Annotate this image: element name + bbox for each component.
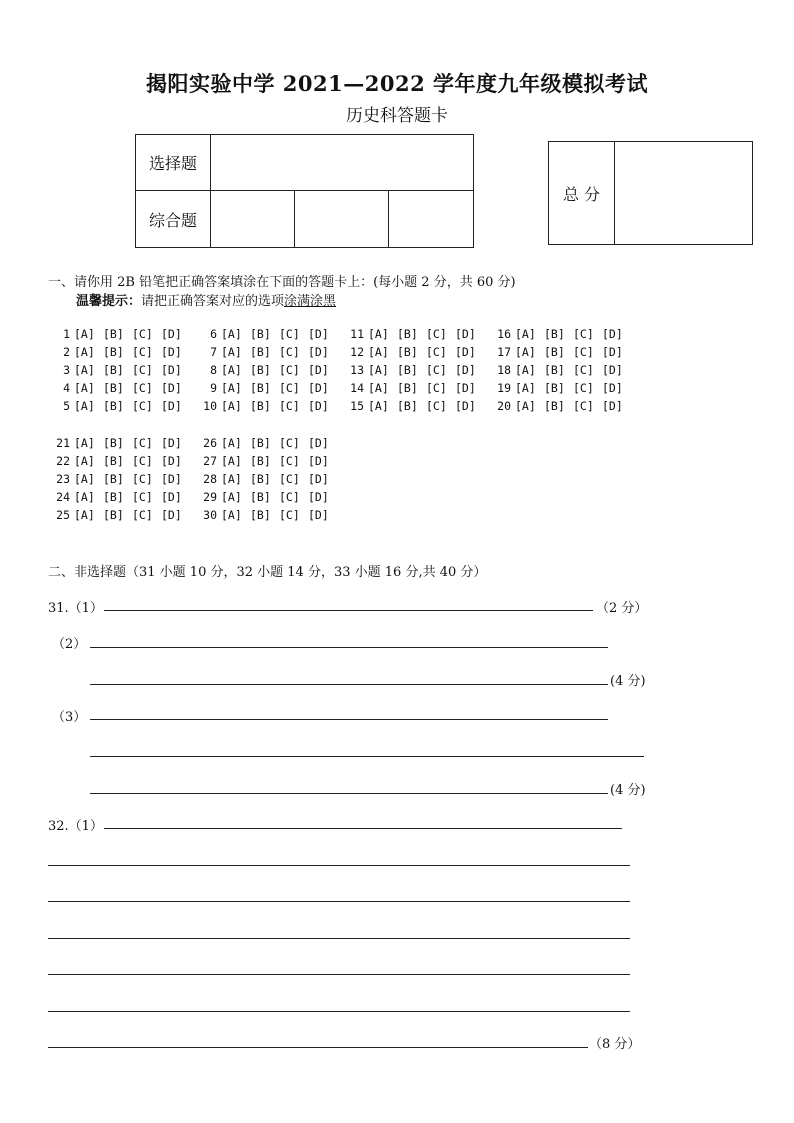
answer-bubble-d[interactable]: [D] [161,508,182,522]
question-number: 5 [63,399,70,413]
answer-bubble-a[interactable]: [A] [221,454,242,468]
answer-bubble-a[interactable]: [A] [221,490,242,504]
answer-bubble-c[interactable]: [C] [279,436,300,450]
q31-2-label: （2） [52,637,87,652]
question-10 [195,397,342,415]
question-number: 19 [497,381,511,395]
answer-bubble-b[interactable]: [B] [103,327,124,341]
question-23 [48,470,195,488]
answer-bubble-d[interactable]: [D] [161,327,182,341]
answer-bubble-c[interactable]: [C] [132,508,153,522]
answer-bubble-c[interactable]: [C] [279,381,300,395]
answer-row [48,343,636,361]
answer-bubble-d[interactable]: [D] [161,363,182,377]
answer-bubble-b[interactable]: [B] [103,436,124,450]
answer-bubble-d[interactable]: [D] [308,345,329,359]
answer-grid-21-30 [48,434,342,524]
answer-bubble-b[interactable]: [B] [250,454,271,468]
comprehensive-label: 综合题 [136,191,211,248]
answer-bubble-a[interactable]: [A] [515,363,536,377]
answer-bubble-a[interactable]: [A] [74,454,95,468]
answer-bubble-b[interactable]: [B] [250,508,271,522]
answer-bubble-a[interactable]: [A] [368,399,389,413]
answer-bubble-a[interactable]: [A] [221,436,242,450]
answer-bubble-a[interactable]: [A] [221,399,242,413]
q31-3-answer-line-2[interactable] [90,756,644,757]
question-number: 30 [203,508,217,522]
answer-bubble-d[interactable]: [D] [455,345,476,359]
question-number: 7 [210,345,217,359]
question-number: 20 [497,399,511,413]
question-26 [195,434,342,452]
q32-1-answer-line-4[interactable] [48,938,630,939]
question-number: 25 [56,508,70,522]
question-number: 15 [350,399,364,413]
question-4 [48,379,195,397]
answer-bubble-a[interactable]: [A] [74,363,95,377]
answer-bubble-d[interactable]: [D] [308,327,329,341]
q31-3-label: （3） [52,710,87,725]
answer-bubble-c[interactable]: [C] [279,327,300,341]
q32-1-answer-line-3[interactable] [48,901,630,902]
answer-bubble-c[interactable]: [C] [426,399,447,413]
answer-bubble-d[interactable]: [D] [161,345,182,359]
answer-bubble-b[interactable]: [B] [250,363,271,377]
comprehensive-score-cell-2[interactable] [295,191,389,248]
answer-bubble-c[interactable]: [C] [132,472,153,486]
tip [76,290,336,309]
answer-bubble-b[interactable]: [B] [250,490,271,504]
answer-bubble-c[interactable]: [C] [132,399,153,413]
answer-bubble-d[interactable]: [D] [308,399,329,413]
answer-bubble-b[interactable]: [B] [250,327,271,341]
answer-bubble-a[interactable]: [A] [221,508,242,522]
question-number: 3 [63,363,70,377]
answer-bubble-d[interactable]: [D] [602,399,623,413]
question-3 [48,361,195,379]
answer-row [48,488,342,506]
question-18 [489,361,636,379]
answer-row [48,434,342,452]
answer-bubble-c[interactable]: [C] [573,327,594,341]
question-number: 23 [56,472,70,486]
q32-1-answer-line-1[interactable] [104,828,622,829]
answer-bubble-a[interactable]: [A] [515,399,536,413]
answer-bubble-b[interactable]: [B] [103,399,124,413]
answer-bubble-b[interactable]: [B] [397,381,418,395]
answer-bubble-d[interactable]: [D] [308,472,329,486]
answer-grid-1-20 [48,325,636,415]
answer-bubble-c[interactable]: [C] [132,327,153,341]
question-number: 6 [210,327,217,341]
question-number: 4 [63,381,70,395]
answer-bubble-b[interactable]: [B] [397,327,418,341]
q31-2-answer-line-1[interactable] [90,647,608,648]
q31-2-points: (4 分) [610,674,646,689]
question-9 [195,379,342,397]
answer-bubble-a[interactable]: [A] [74,345,95,359]
comprehensive-score-cell-3[interactable] [389,191,474,248]
question-15 [342,397,489,415]
answer-bubble-a[interactable]: [A] [74,381,95,395]
question-16 [489,325,636,343]
question-5 [48,397,195,415]
answer-bubble-a[interactable]: [A] [368,327,389,341]
question-19 [489,379,636,397]
answer-bubble-d[interactable]: [D] [308,508,329,522]
question-number: 2 [63,345,70,359]
question-11 [342,325,489,343]
answer-bubble-b[interactable]: [B] [103,363,124,377]
question-22 [48,452,195,470]
question-number: 27 [203,454,217,468]
q32-1-points: （8 分） [589,1037,641,1052]
answer-bubble-d[interactable]: [D] [455,399,476,413]
question-number: 17 [497,345,511,359]
answer-bubble-d[interactable]: [D] [161,436,182,450]
question-28 [195,470,342,488]
answer-bubble-a[interactable]: [A] [515,381,536,395]
answer-bubble-a[interactable]: [A] [221,363,242,377]
answer-bubble-b[interactable]: [B] [250,345,271,359]
answer-bubble-b[interactable]: [B] [103,381,124,395]
answer-bubble-b[interactable]: [B] [544,345,565,359]
answer-bubble-b[interactable]: [B] [397,399,418,413]
answer-bubble-c[interactable]: [C] [132,454,153,468]
answer-bubble-c[interactable]: [C] [426,381,447,395]
answer-bubble-c[interactable]: [C] [426,327,447,341]
answer-bubble-c[interactable]: [C] [573,381,594,395]
answer-bubble-b[interactable]: [B] [250,381,271,395]
question-20 [489,397,636,415]
answer-bubble-b[interactable]: [B] [397,363,418,377]
answer-bubble-c[interactable]: [C] [279,508,300,522]
question-24 [48,488,195,506]
answer-bubble-b[interactable]: [B] [397,345,418,359]
answer-bubble-d[interactable]: [D] [602,327,623,341]
answer-bubble-a[interactable]: [A] [74,490,95,504]
answer-bubble-a[interactable]: [A] [221,345,242,359]
answer-bubble-b[interactable]: [B] [544,327,565,341]
question-21 [48,434,195,452]
answer-row [48,452,342,470]
question-29 [195,488,342,506]
page-subtitle: 历史科答题卡 [346,106,448,126]
question-8 [195,361,342,379]
total-label: 总 分 [549,142,615,245]
answer-bubble-c[interactable]: [C] [279,490,300,504]
score-table [135,134,474,248]
q31-1-points: （2 分） [596,601,648,616]
answer-row [48,506,342,524]
answer-bubble-d[interactable]: [D] [308,363,329,377]
answer-bubble-b[interactable]: [B] [103,345,124,359]
question-number: 22 [56,454,70,468]
answer-bubble-c[interactable]: [C] [279,363,300,377]
answer-bubble-a[interactable]: [A] [515,327,536,341]
question-7 [195,343,342,361]
question-12 [342,343,489,361]
question-number: 24 [56,490,70,504]
answer-bubble-b[interactable]: [B] [250,399,271,413]
answer-row [48,470,342,488]
question-number: 21 [56,436,70,450]
answer-row [48,361,636,379]
q32-1-answer-line-2[interactable] [48,865,630,866]
answer-bubble-b[interactable]: [B] [103,472,124,486]
question-number: 8 [210,363,217,377]
answer-bubble-a[interactable]: [A] [221,472,242,486]
answer-bubble-a[interactable]: [A] [74,508,95,522]
tip-text: 请把正确答案对应的选项 [141,294,285,309]
answer-bubble-b[interactable]: [B] [250,436,271,450]
question-number: 12 [350,345,364,359]
answer-row [48,379,636,397]
q32-1-answer-line-7[interactable] [48,1047,588,1048]
answer-bubble-c[interactable]: [C] [132,345,153,359]
answer-bubble-c[interactable]: [C] [279,472,300,486]
answer-bubble-a[interactable]: [A] [74,472,95,486]
answer-bubble-a[interactable]: [A] [368,381,389,395]
q31-label: 31.（1） [48,601,103,616]
answer-row [48,397,636,415]
answer-bubble-b[interactable]: [B] [250,472,271,486]
answer-bubble-d[interactable]: [D] [161,454,182,468]
q31-3-points: (4 分) [610,783,646,798]
question-number: 16 [497,327,511,341]
answer-bubble-a[interactable]: [A] [368,363,389,377]
answer-bubble-d[interactable]: [D] [161,472,182,486]
total-score-table [548,141,753,245]
answer-bubble-a[interactable]: [A] [515,345,536,359]
q32-label: 32.（1） [48,819,103,834]
answer-bubble-b[interactable]: [B] [544,399,565,413]
answer-bubble-d[interactable]: [D] [308,381,329,395]
answer-bubble-a[interactable]: [A] [221,327,242,341]
question-number: 11 [350,327,364,341]
answer-bubble-d[interactable]: [D] [161,381,182,395]
question-number: 10 [203,399,217,413]
answer-bubble-b[interactable]: [B] [544,363,565,377]
answer-bubble-d[interactable]: [D] [161,490,182,504]
question-1 [48,325,195,343]
answer-bubble-d[interactable]: [D] [455,327,476,341]
question-2 [48,343,195,361]
answer-bubble-b[interactable]: [B] [103,454,124,468]
answer-bubble-d[interactable]: [D] [308,490,329,504]
answer-bubble-b[interactable]: [B] [103,490,124,504]
answer-bubble-b[interactable]: [B] [544,381,565,395]
q32-1-answer-line-5[interactable] [48,974,630,975]
answer-bubble-c[interactable]: [C] [279,454,300,468]
answer-bubble-c[interactable]: [C] [132,436,153,450]
question-17 [489,343,636,361]
answer-bubble-c[interactable]: [C] [279,399,300,413]
question-number: 1 [63,327,70,341]
answer-bubble-c[interactable]: [C] [132,363,153,377]
question-number: 28 [203,472,217,486]
page-title: 揭阳实验中学 2021—2022 学年度九年级模拟考试 [145,71,648,96]
answer-bubble-c[interactable]: [C] [279,345,300,359]
section1-heading: 一、请你用 2B 铅笔把正确答案填涂在下面的答题卡上：(每小题 2 分，共 60 分) [48,275,516,290]
question-number: 26 [203,436,217,450]
question-number: 14 [350,381,364,395]
question-27 [195,452,342,470]
answer-bubble-c[interactable]: [C] [132,381,153,395]
answer-bubble-c[interactable]: [C] [573,399,594,413]
question-number: 13 [350,363,364,377]
answer-bubble-b[interactable]: [B] [103,508,124,522]
tip-label: 温馨提示： [76,294,142,309]
q31-3-answer-line-3[interactable] [90,793,608,794]
answer-bubble-d[interactable]: [D] [602,381,623,395]
choice-score-cell[interactable] [211,135,474,191]
answer-bubble-a[interactable]: [A] [368,345,389,359]
answer-bubble-d[interactable]: [D] [161,399,182,413]
answer-bubble-d[interactable]: [D] [455,363,476,377]
section2-heading: 二、非选择题（31 小题 10 分，32 小题 14 分，33 小题 16 分,共 40 分） [48,565,487,580]
answer-bubble-d[interactable]: [D] [602,363,623,377]
answer-bubble-d[interactable]: [D] [602,345,623,359]
q31-2-answer-line-2[interactable] [90,684,608,685]
answer-bubble-c[interactable]: [C] [573,345,594,359]
answer-bubble-d[interactable]: [D] [455,381,476,395]
comprehensive-score-cell-1[interactable] [211,191,295,248]
q31-1-answer-line[interactable] [104,610,593,611]
answer-bubble-c[interactable]: [C] [132,490,153,504]
question-number: 18 [497,363,511,377]
question-6 [195,325,342,343]
answer-bubble-c[interactable]: [C] [426,345,447,359]
answer-bubble-a[interactable]: [A] [74,399,95,413]
question-13 [342,361,489,379]
answer-row [48,325,636,343]
question-number: 9 [210,381,217,395]
answer-bubble-d[interactable]: [D] [308,436,329,450]
answer-bubble-c[interactable]: [C] [573,363,594,377]
question-number: 29 [203,490,217,504]
answer-bubble-a[interactable]: [A] [74,327,95,341]
q32-1-answer-line-6[interactable] [48,1011,630,1012]
q31-3-answer-line-1[interactable] [90,719,608,720]
answer-bubble-a[interactable]: [A] [74,436,95,450]
total-score-cell[interactable] [615,142,753,245]
answer-bubble-d[interactable]: [D] [308,454,329,468]
answer-bubble-c[interactable]: [C] [426,363,447,377]
answer-bubble-a[interactable]: [A] [221,381,242,395]
question-14 [342,379,489,397]
question-25 [48,506,195,524]
tip-text-underlined: 涂满涂黑 [284,294,337,309]
question-30 [195,506,342,524]
choice-label: 选择题 [136,135,211,191]
